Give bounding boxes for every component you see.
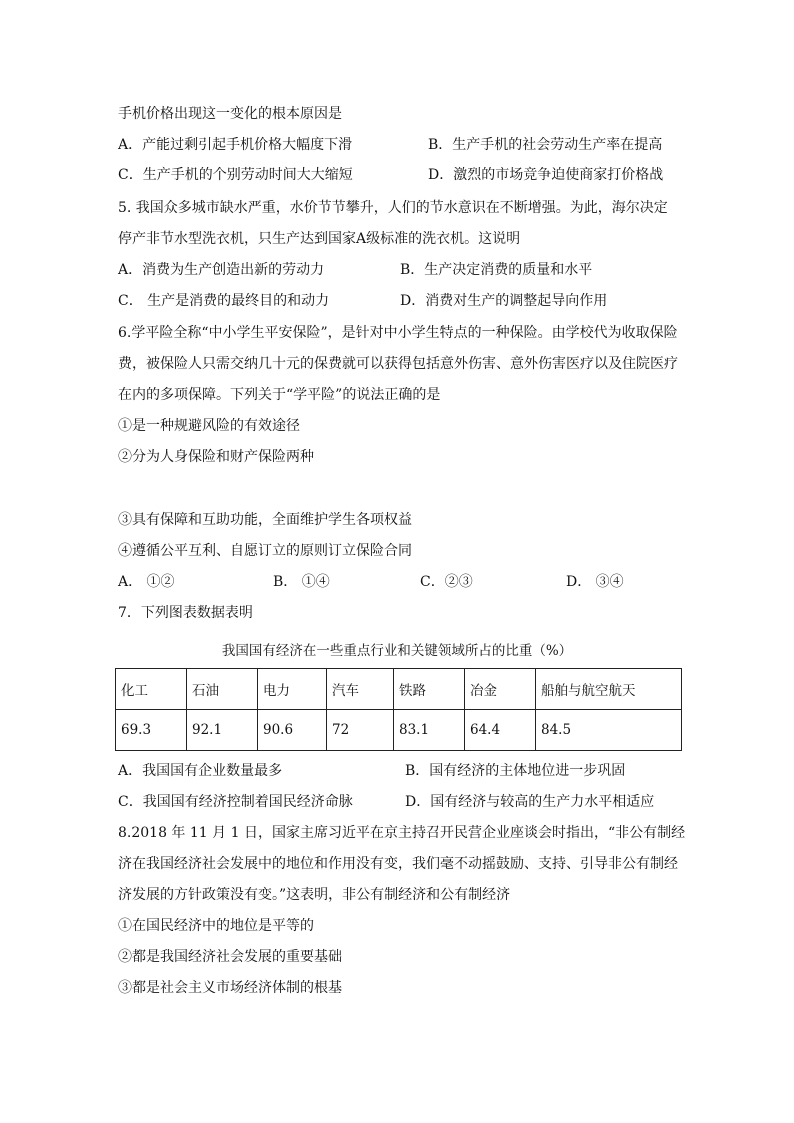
table-cell: 69.3 [116,710,187,751]
table-header-cell: 化工 [116,669,187,710]
option-c: C．我国国有经济控制着国民经济命脉 [118,794,353,810]
table-header-row [116,669,682,710]
statement-1: ①在国民经济中的地位是平等的 [118,918,314,934]
table-row [116,710,682,751]
option-c: C． 生产是消费的最终目的和动力 [118,293,330,309]
question-8-line-3: 济发展的方针政策没有变。”这表明，非公有制经济和公有制经济 [118,887,511,903]
question-stem: 手机价格出现这一变化的根本原因是 [118,106,342,122]
option-d: D． ③④ [566,574,624,590]
question-5-line-1: 5. 我国众多城市缺水严重，水价节节攀升，人们的节水意识在不断增强。为此，海尔决定 [118,200,668,216]
question-8-line-2: 济在我国经济社会发展中的地位和作用没有变，我们毫不动摇鼓励、支持、引导非公有制经 [118,856,678,872]
table-header-cell: 石油 [187,669,258,710]
table-header-cell: 电力 [258,669,327,710]
statement-1: ①是一种规避风险的有效途径 [118,418,300,434]
statement-3: ③都是社会主义市场经济体制的根基 [118,980,342,996]
option-b: B．生产手机的社会劳动生产率在提高 [428,137,663,153]
question-8-line-1: 8.2018 年 11 月 1 日，国家主席习近平在京主持召开民营企业座谈会时指出，“非公有制经 [118,825,686,841]
option-d: D．国有经济与较高的生产力水平相适应 [405,794,655,810]
question-6-line-1: 6.学平险全称“中小学生平安保险”，是针对中小学生特点的一种保险。由学校代为收取保险 [118,325,678,341]
table-cell: 83.1 [394,710,465,751]
option-a: A．产能过剩引起手机价格大幅度下滑 [118,137,353,153]
statement-2: ②都是我国经济社会发展的重要基础 [118,949,342,965]
table-header-cell: 冶金 [465,669,536,710]
option-b: B． ①④ [273,574,330,590]
table-header-cell: 船舶与航空航天 [536,669,682,710]
table-header-cell: 铁路 [394,669,465,710]
statement-4: ④遵循公平互利、自愿订立的原则订立保险合同 [118,543,412,559]
option-a: A．消费为生产创造出新的劳动力 [118,262,325,278]
option-a: A． ①② [118,574,175,590]
option-b: B．生产决定消费的质量和水平 [400,262,593,278]
option-b: B．国有经济的主体地位进一步巩固 [405,763,626,779]
option-d: D．激烈的市场竞争迫使商家打价格战 [428,167,664,183]
table-cell: 84.5 [536,710,682,751]
question-5-line-2: 停产非节水型洗衣机，只生产达到国家A级标准的洗衣机。这说明 [118,231,521,247]
table-cell: 92.1 [187,710,258,751]
table-cell: 64.4 [465,710,536,751]
table-cell: 72 [327,710,394,751]
question-6-line-2: 费，被保险人只需交纳几十元的保费就可以获得包括意外伤害、意外伤害医疗以及住院医疗 [118,356,678,372]
table-caption: 我国国有经济在一些重点行业和关键领域所占的比重（%） [221,643,573,659]
table-header-cell: 汽车 [327,669,394,710]
option-c: C．②③ [420,574,473,590]
option-c: C．生产手机的个别劳动时间大大缩短 [118,167,353,183]
question-7: 7．下列图表数据表明 [118,605,253,621]
statement-2: ②分为人身保险和财产保险两种 [118,449,314,465]
option-a: A．我国国有企业数量最多 [118,763,283,779]
data-table [115,668,682,751]
table-cell: 90.6 [258,710,327,751]
question-6-line-3: 在内的多项保障。下列关于“学平险”的说法正确的是 [118,387,441,403]
statement-3: ③具有保障和互助功能，全面维护学生各项权益 [118,512,412,528]
option-d: D．消费对生产的调整起导向作用 [400,293,608,309]
